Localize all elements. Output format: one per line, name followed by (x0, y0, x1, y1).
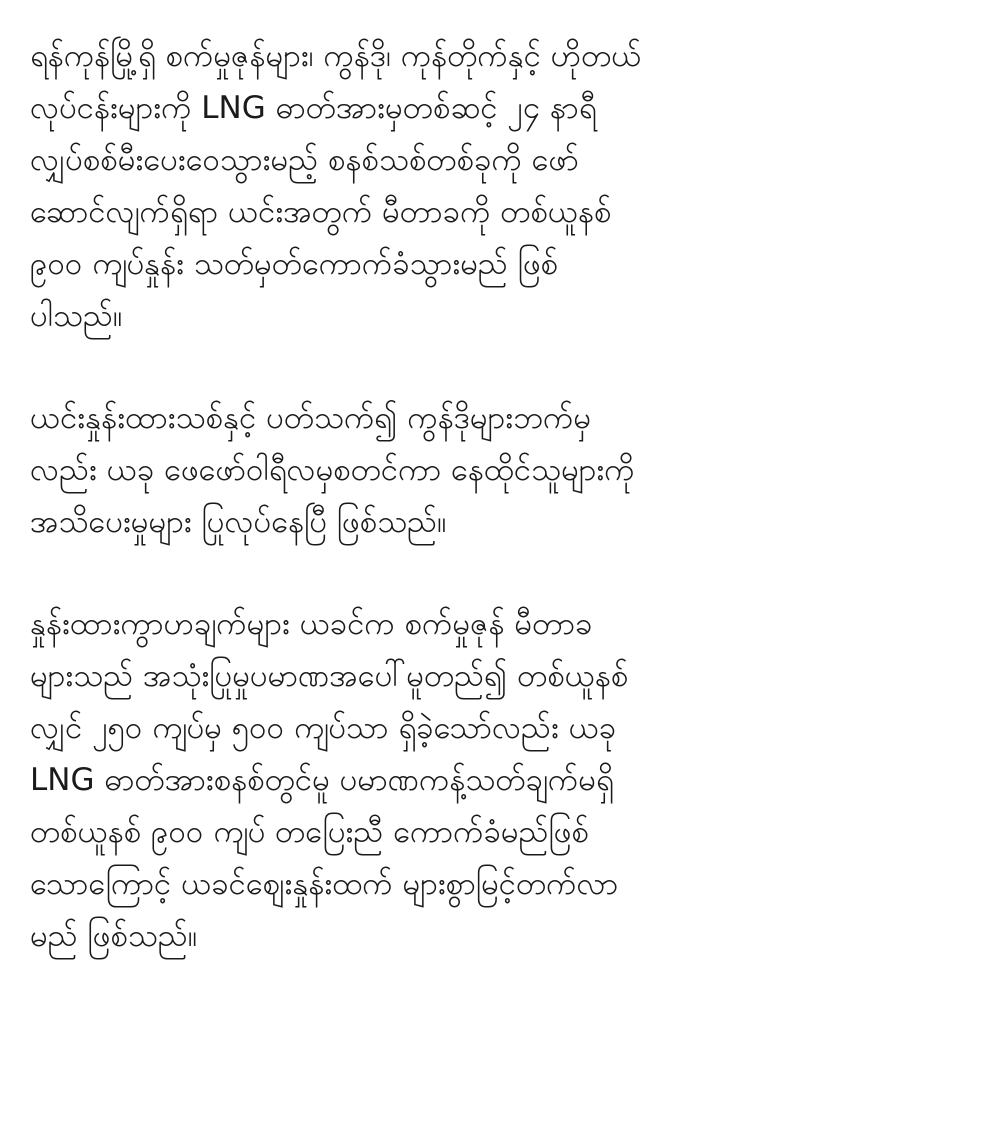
paragraph-line: နှုန်းထားကွာဟချက်များ ယခင်က စက်မှုဇုန် မီတာခ (30, 606, 593, 642)
paragraph-line: ရန်ကုန်မြို့ရှိ စက်မှုဇုန်များ၊ ကွန်ဒို၊ ကုန်တိုက်နှင့် ဟိုတယ် (30, 38, 642, 74)
paragraph-line: အသိပေးမှုများ ပြုလုပ်နေပြီ ဖြစ်သည်။ (30, 504, 447, 540)
paragraph-line: ပါသည်။ (30, 298, 123, 334)
paragraph-line: မည် ဖြစ်သည်။ (30, 918, 198, 954)
paragraph-line: လည်း ယခု ဖေဖော်ဝါရီလမှစတင်ကာ နေထိုင်သူများကို (30, 452, 635, 488)
paragraph-line: တစ်ယူနစ် ၉၀၀ ကျပ် တပြေးညီ ကောက်ခံမည်ဖြစ် (30, 814, 589, 850)
paragraph-line: များသည် အသုံးပြုမှုပမာဏအပေါ်မူတည်၍ တစ်ယူနစ် (30, 658, 629, 694)
paragraph-line: လျှပ်စစ်မီးပေးဝေသွားမည့် စနစ်သစ်တစ်ခုကို ဖော် (30, 142, 579, 178)
paragraph-line: သောကြောင့် ယခင်ဈေးနှုန်းထက် များစွာမြင့်တက်လာ (30, 866, 619, 902)
paragraph-line: ၉၀၀ ကျပ်နှုန်း သတ်မှတ်ကောက်ခံသွားမည် ဖြစ် (30, 246, 559, 282)
paragraph-1 (30, 30, 980, 342)
paragraph-2 (30, 392, 980, 548)
paragraph-line: LNG ဓာတ်အားစနစ်တွင်မူ ပမာဏကန့်သတ်ချက်မရှိ (30, 762, 614, 798)
paragraph-3 (30, 598, 980, 962)
paragraph-line: လုပ်ငန်းများကို LNG ဓာတ်အားမှတစ်ဆင့် ၂၄ နာရီ (30, 90, 597, 126)
paragraph-line: လျှင် ၂၅၀ ကျပ်မှ ၅၀၀ ကျပ်သာ ရှိခဲ့သော်လည်း ယခု (30, 710, 617, 746)
article-body (30, 30, 980, 962)
paragraph-line: ဆောင်လျက်ရှိရာ ယင်းအတွက် မီတာခကို တစ်ယူနစ် (30, 194, 612, 230)
paragraph-line: ယင်းနှုန်းထားသစ်နှင့် ပတ်သက်၍ ကွန်ဒိုများဘက်မှ (30, 400, 592, 436)
